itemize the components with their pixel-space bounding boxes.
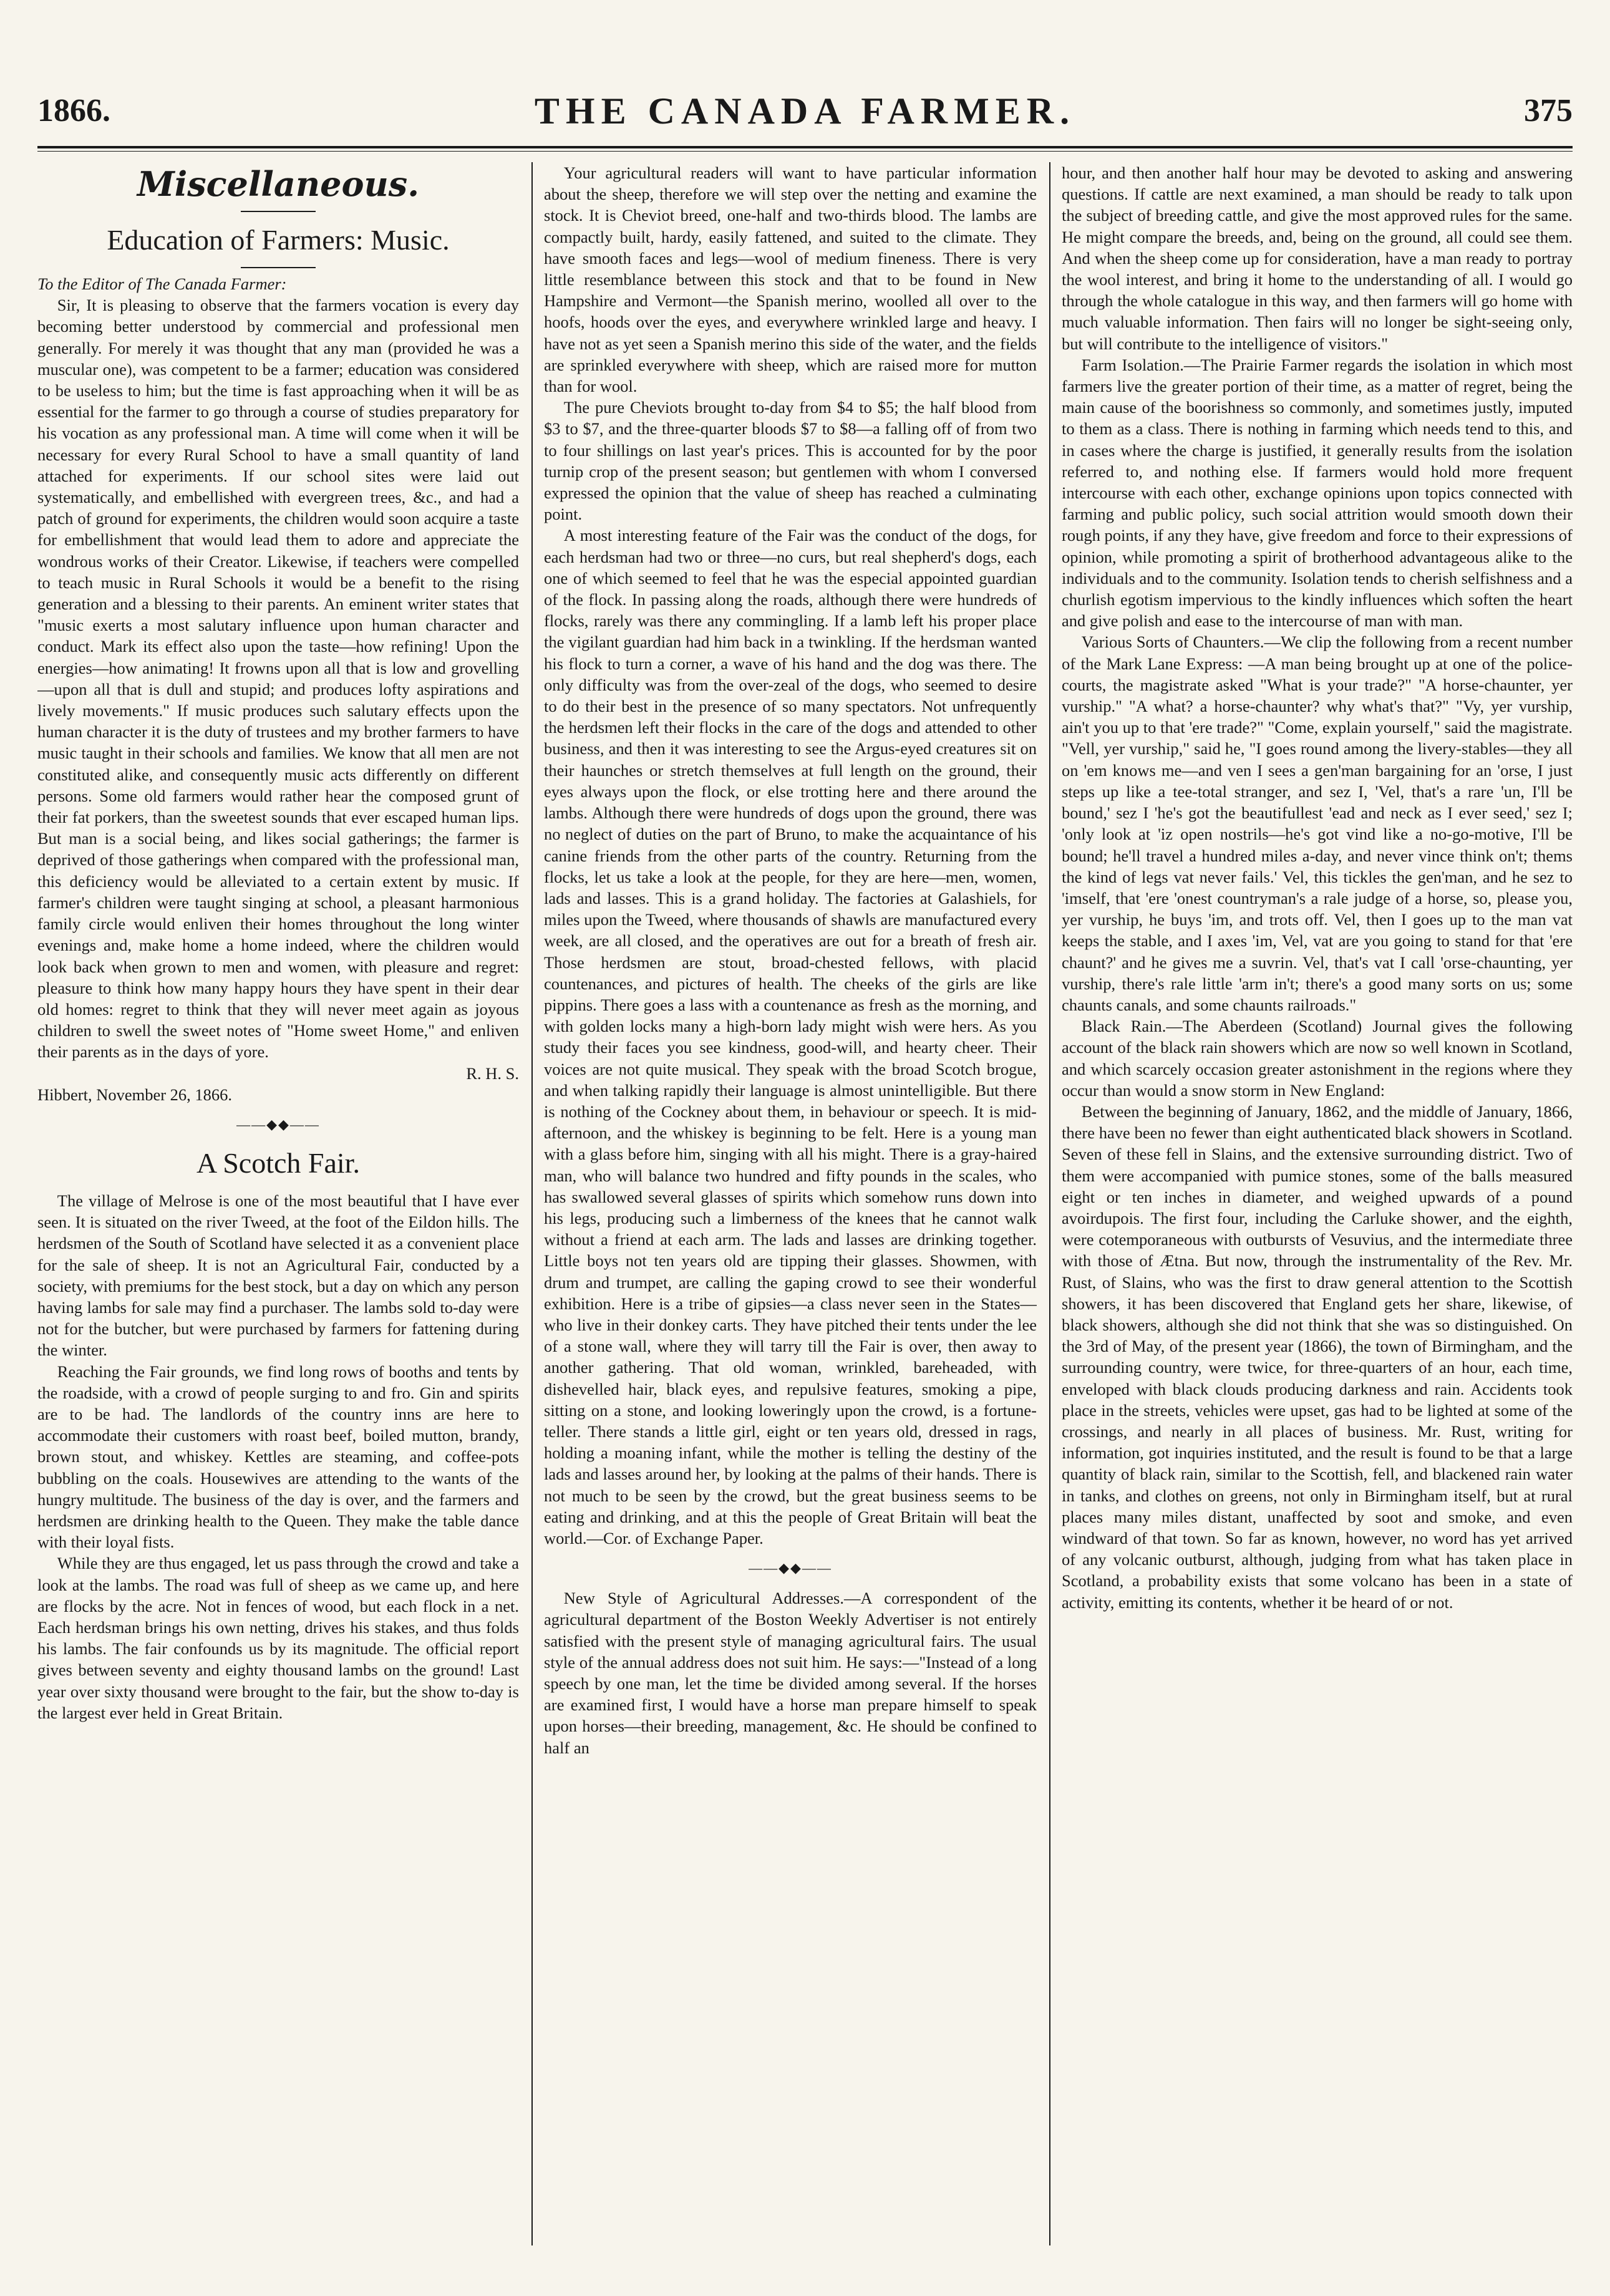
section-rule [241, 211, 316, 212]
header-title: THE CANADA FARMER. [534, 90, 1076, 132]
addresses-continued: hour, and then another half hour may be devoted to asking and answering questions. If cattle are next examined, a man should be ready to talk upon the subject of breeding cattle, and give the most approved rules for the same. He might compare the breeds, and, being on the ground, all could see them. And when the sheep come up for consideration, have a man ready to portray the wool interest, and bring it home to the understanding of all. I would go through the whole catalogue in this way, and then farmers will go home with much valuable information. Then fairs will no longer be sight-seeing only, but will contribute to the intelligence of visitors." [1062, 163, 1573, 353]
farm-isolation-paragraph: Farm Isolation.—The Prairie Farmer regards the isolation in which most farmers live the greater portion of their time, as a matter of regret, being the main cause of the boorishness so commonly, and sometimes justly, imputed to them as a class. There is nothing in farming which needs tend to this, and in cases where the charge is justified, it generally results from the isolation referred to, and nothing else. If farmers would hold more frequent intercourse with each other, exchange opinions upon topics connected with farming and public policy, such social attrition would smooth down their rough points, if any they have, give freedom and force to their expressions of opinion, while promoting a spirit of brotherhood advantageous alike to the individuals and to the community. Isolation tends to cherish selfishness and a churlish egotism impervious to the kindly influences which soften the heart and give polish and ease to the intercourse of man with man. [1062, 355, 1573, 631]
fair-paragraph-4: Your agricultural readers will want to have particular information about the sheep, therefore we will step over the netting and examine the stock. It is Cheviot breed, one-half and two-thirds blood. The lambs are compactly built, hardy, easily fattened, and suited to the climate. They have smooth faces and legs—wool of medium fineness. There is very little resemblance between this stock and that to be found in New Hampshire and Vermont—the Spanish merino, woolled all over to the hoofs, hoods over the eyes, and everywhere wrinkled large and heavy. I have not as yet seen a Spanish merino this side of the water, and the fields are sprinkled everywhere with sheep, which are raised more for mutton than for wool. [544, 163, 1037, 396]
page-header [37, 81, 1573, 137]
header-page-number: 375 [1524, 93, 1573, 128]
article-title-fair: A Scotch Fair. [196, 1146, 360, 1179]
title-rule [241, 267, 316, 268]
header-year: 1866. [37, 93, 110, 128]
chaunters-paragraph: Various Sorts of Chaunters.—We clip the following from a recent number of the Mark Lane Express: —A man being brought up at one of the police-courts, the magistrate asked "What is your trade?" "A horse-chaunter, yer vurship." "A what? a horse-chaunter? why what's that?" "Vy, yer vurship, ain't you up to that 'ere trade?" "Come, explain yourself," said the magistrate. "Vell, yer vurship," said he, "I goes round among the livery-stables—they all on 'em knows me—and ven I sees a gen'man bargaining for an 'orse, I just steps up like a tee-total stranger, and sez I, 'Vel, that's a rare 'un, I'll be bound,' sez I 'he's got the beautifullest 'ead and neck as I ever seed,' sez I; 'only look at 'iz open nostrils—he's got vind like a no-go-motive, I'll be bound; he'll travel a hundred miles a-day, and never vince think on't; thems the kind of legs vat never fails.' Vel, this tickles the gen'man, and he sez to 'imself, that 'ere 'onest countryman's a rale judge of a horse, so, please you, yer vurship, he buys 'im, and trots off. Vel, then I goes up to the man vat keeps the stable, and I axes 'im, Vel, vat are you going to stand for that 'ere chaunt?' and he gives me a suvrin. Vel, that's vat I call 'orse-chaunting, yer vurship, there's rale little 'arm in't; there's a good many sorts on us; some chaunts canals, and some chaunts railroads." [1062, 632, 1573, 1014]
column-3 [1062, 162, 1573, 2245]
column-divider-1 [531, 162, 533, 2245]
ornament-divider: ——◆◆—— [236, 1116, 320, 1132]
fair-paragraph-5: The pure Cheviots brought to-day from $4 to $5; the half blood from $3 to $7, and the three-quarter bloods $7 to $8—a falling off of from two to four shillings on last year's prices. This is accounted for by the poor turnip crop of the present season; but gentlemen with whom I conversed expressed the opinion that the value of sheep has reached a culminating point. [544, 398, 1037, 524]
newspaper-page [37, 81, 1573, 2258]
ornament-divider-2: ——◆◆—— [749, 1560, 832, 1576]
fair-paragraph-1: The village of Melrose is one of the most beautiful that I have ever seen. It is situated on the river Tweed, at the foot of the Eildon hills. The herdsmen of the South of Scotland have selected it as a convenient place for the sale of sheep. It is not an Agricultural Fair, conducted by a society, with premiums for the best stock, but a day on which any person having lambs for sale may find a purchaser. The lambs sold to-day were not for the butcher, but were purchased by farmers for fattening during the winter. [37, 1191, 519, 1360]
fair-paragraph-2: Reaching the Fair grounds, we find long rows of booths and tents by the roadside, with a crowd of people surging to and fro. Gin and spirits are to be had. The landlords of the country inns are here to accommodate their customers with roast beef, boiled mutton, brandy, brown stout, and whiskey. Kettles are steaming, and coffee-pots bubbling on the coals. Housewives are attending to the wants of the hungry multitude. The business of the day is over, and the farmers and herdsmen are drinking health to the Queen. They make the table dance with their loyal fists. [37, 1362, 519, 1552]
header-rule-thin [37, 151, 1573, 152]
article-title-music: Education of Farmers: Music. [107, 224, 450, 256]
section-heading: Miscellaneous. [137, 164, 420, 204]
header-rule [37, 146, 1573, 148]
black-rain-body: Between the beginning of January, 1862, and the middle of January, 1866, there have been no fewer than eight authenticated black showers in Scotland. Seven of these fell in Slains, and the extensive surrounding district. Two of them were accompanied with pumice stones, some of the balls measured eight or ten inches in diameter, and weighed upwards of a pound avoirdupois. The first four, including the Carluke shower, and the eighth, were cotemporaneous with outbursts of Vesuvius, and the intermediate three with those of Ætna. But now, through the instrumentality of the Rev. Mr. Rust, of Slains, who was the first to draw general attention to the Scottish showers, it has been discovered that England gets her share, likewise, of black showers, although she did not think that she was so distinguished. On the 3rd of May, of the present year (1866), the town of Birmingham, and the surrounding country, were twice, for three-quarters of an hour, each time, enveloped with black clouds producing darkness and rain. Accidents took place in the streets, vehicles were upset, gas had to be lighted at some of the crossings, and nearly in all places of business. Mr. Rust, writing for information, got inquiries instituted, and the result is found to be that a large quantity of black rain, similar to the Scottish, fell, and blackened rain water in tanks, and clothes on greens, not only in Birmingham itself, but at rural places many miles distant, unaffected by soot and smoke, and even windward of that town. So far as known, however, no word has yet arrived of any volcanic outburst, although, judging from what has taken place in Scotland, a probability exists that some volcano has been in a state of activity, emitting its contents, whether it be heard of or not. [1062, 1102, 1573, 1612]
fair-paragraph-6: A most interesting feature of the Fair was the conduct of the dogs, for each herdsman had two or three—no curs, but real shepherd's dogs, each one of which seemed to feel that he was the especial appointed guardian of the flock. In passing along the roads, although there were hundreds of flocks, rarely was there any commingling. If a lamb left his proper place the vigilant guardian had him back in a twinkling. If the herdsman wanted his flock to turn a corner, a wave of his hand and the dog was there. The only difficulty was from the over-zeal of the dogs, who seemed to desire to do their best in the presence of so many spectators. Not unfrequently the herdsmen left their flocks in the care of the dogs and attended to other business, and then it was interesting to see the Argus-eyed creatures sit on their haunches or stretch themselves at full length on the ground, their eyes always upon the flock, or else trotting here and there around the lambs. Although there were hundreds of dogs upon the ground, there was no neglect of duties on the part of Bruno, to make the acquaintance of his canine friends from the other parts of the country. Returning from the flocks, let us take a look at the people, for they are here—men, women, lads and lasses. This is a grand holiday. The factories at Galashiels, for miles upon the Tweed, where thousands of shawls are manufactured every week, are all closed, and the operatives are out for a breath of fresh air. Those herdsmen are stout, broad-chested fellows, with placid countenances, and pictures of health. The cheeks of the girls are like pippins. There goes a lass with a countenance as fresh as the morning, and with golden locks many a high-born lady might wish were hers. As you study their faces you see kindness, good-will, and hearty cheer. Their voices are not quite musical. They speak with the broad Scotch brogue, and when talking rapidly their language is almost unintelligible. But there is nothing of the Cockney about them, in behaviour or speech. It is mid-afternoon, and the whiskey is beginning to be felt. Here is a young man with a glass before him, singing with all his might. There is a gray-haired man, who will balance two hundred and fifty pounds in the scales, who has swallowed several glasses of spirits which somehow runs down into his legs, producing such a limberness of the knees that he cannot walk without a friend at each arm. The lads and lasses are drinking together. Little boys not ten years old are tipping their glasses. Showmen, with drum and trumpet, are calling the gaping crowd to see their wonderful exhibition. Here is a tribe of gipsies—a class never seen in the States—who live in their donkey carts. They have pitched their tents under the lee of a stone wall, where they will tarry till the Fair is over, then away to another gathering. That old woman, wrinkled, bareheaded, with dishevelled hair, black eyes, and repulsive features, smoking a pipe, sitting on a stone, and looking loweringly upon the crowd, is a fortune-teller. There stands a little girl, eight or ten years old, dressed in rags, holding a moaning infant, while the mother is telling the destiny of the lads and lasses around her, by looking at the palms of their hands. There is not much to be seen by the crowd, but the great business seems to be eating and drinking, and at this the people of Great Britain will beat the world.—Cor. of Exchange Paper. [544, 526, 1037, 1548]
fair-paragraph-3: While they are thus engaged, let us pass through the crowd and take a look at the lambs. The road was full of sheep as we came up, and here are flocks by the acre. Not in fences of wood, but each flock in a net. Each herdsman brings his own netting, drives his stakes, and thus folds his lambs. The fair confounds us by its magnitude. The official report gives between seventy and eighty thousand lambs on the ground! Last year over sixty thousand were brought to the fair, but the show to-day is the largest ever held in Great Britain. [37, 1554, 519, 1722]
music-signature: R. H. S. [466, 1063, 519, 1083]
column-1 [37, 162, 519, 2245]
addresses-paragraph: New Style of Agricultural Addresses.—A correspondent of the agricultural department of the Boston Weekly Advertiser is not entirely satisfied with the present style of managing agricultural fairs. The usual style of the annual address does not suit him. He says:—"Instead of a long speech by one man, let the time be divided among several. If the horses are examined first, I would have a horse man prepare himself to speak upon horses—their breeding, management, &c. He should be confined to half an [544, 1589, 1037, 1757]
column-divider-2 [1049, 162, 1050, 2245]
black-rain-intro: Black Rain.—The Aberdeen (Scotland) Journal gives the following account of the black rain showers which are now so well known in Scotland, and which scarcely occasion greater astonishment in the regions where they occur than would a snow storm in New England: [1062, 1017, 1573, 1100]
music-dateline: Hibbert, November 26, 1866. [37, 1085, 233, 1104]
column-2 [544, 162, 1037, 2245]
salutation: To the Editor of The Canada Farmer: [37, 274, 287, 293]
music-body: Sir, It is pleasing to observe that the farmers vocation is every day becoming better understood by commercial and professional men generally. For merely it was thought that any man (provided he was a muscular one), was competent to be a farmer; education was considered to be useless to him; but the time is fast approaching when it will be as essential for the farmer to go through a course of studies preparatory for his vocation as any professional man. A time will come when it will be necessary for every Rural School to have a small quantity of land attached for experiments. If our school sites were laid out systematically, and embellished with evergreen trees, &c., and had a patch of ground for experiments, the children would soon acquire a taste for embellishment that would lead them to adore and appreciate the wondrous works of their Creator. Likewise, if teachers were compelled to teach music in Rural Schools it would be a benefit to the rising generation and a blessing to their parents. An eminent writer states that "music exerts a most salutary influence upon human character and conduct. Mark its effect also upon the taste—how refining! Upon the energies—how animating! It frowns upon all that is low and grovelling—upon all that is dull and stupid; and produces lofty aspirations and lively movements." If music produces such salutary effects upon the human character it is the duty of trustees and my brother farmers to have music taught in their schools and families. We know that all men are not constituted alike, and consequently music acts differently on different persons. Some old farmers would rather hear the composed grunt of their fat porkers, than the sweetest sounds that ever escaped human lips. But man is a social being, and likes social gatherings; the farmer is deprived of those gatherings when compared with the professional man, this deficiency would be alleviated to a certain extent by music. If farmer's children were taught singing at school, a pleasant harmonious family circle would enliven their homes throughout the long winter evenings and, make home a home indeed, where the children would look back when grown to men and women, with pleasure and regret: pleasure to think how many happy hours they have spent in their dear old homes: regret to think that they will never meet again as joyous children to swell the sweet notes of "Home sweet Home," and enliven their parents as in the days of yore. [37, 296, 519, 1062]
